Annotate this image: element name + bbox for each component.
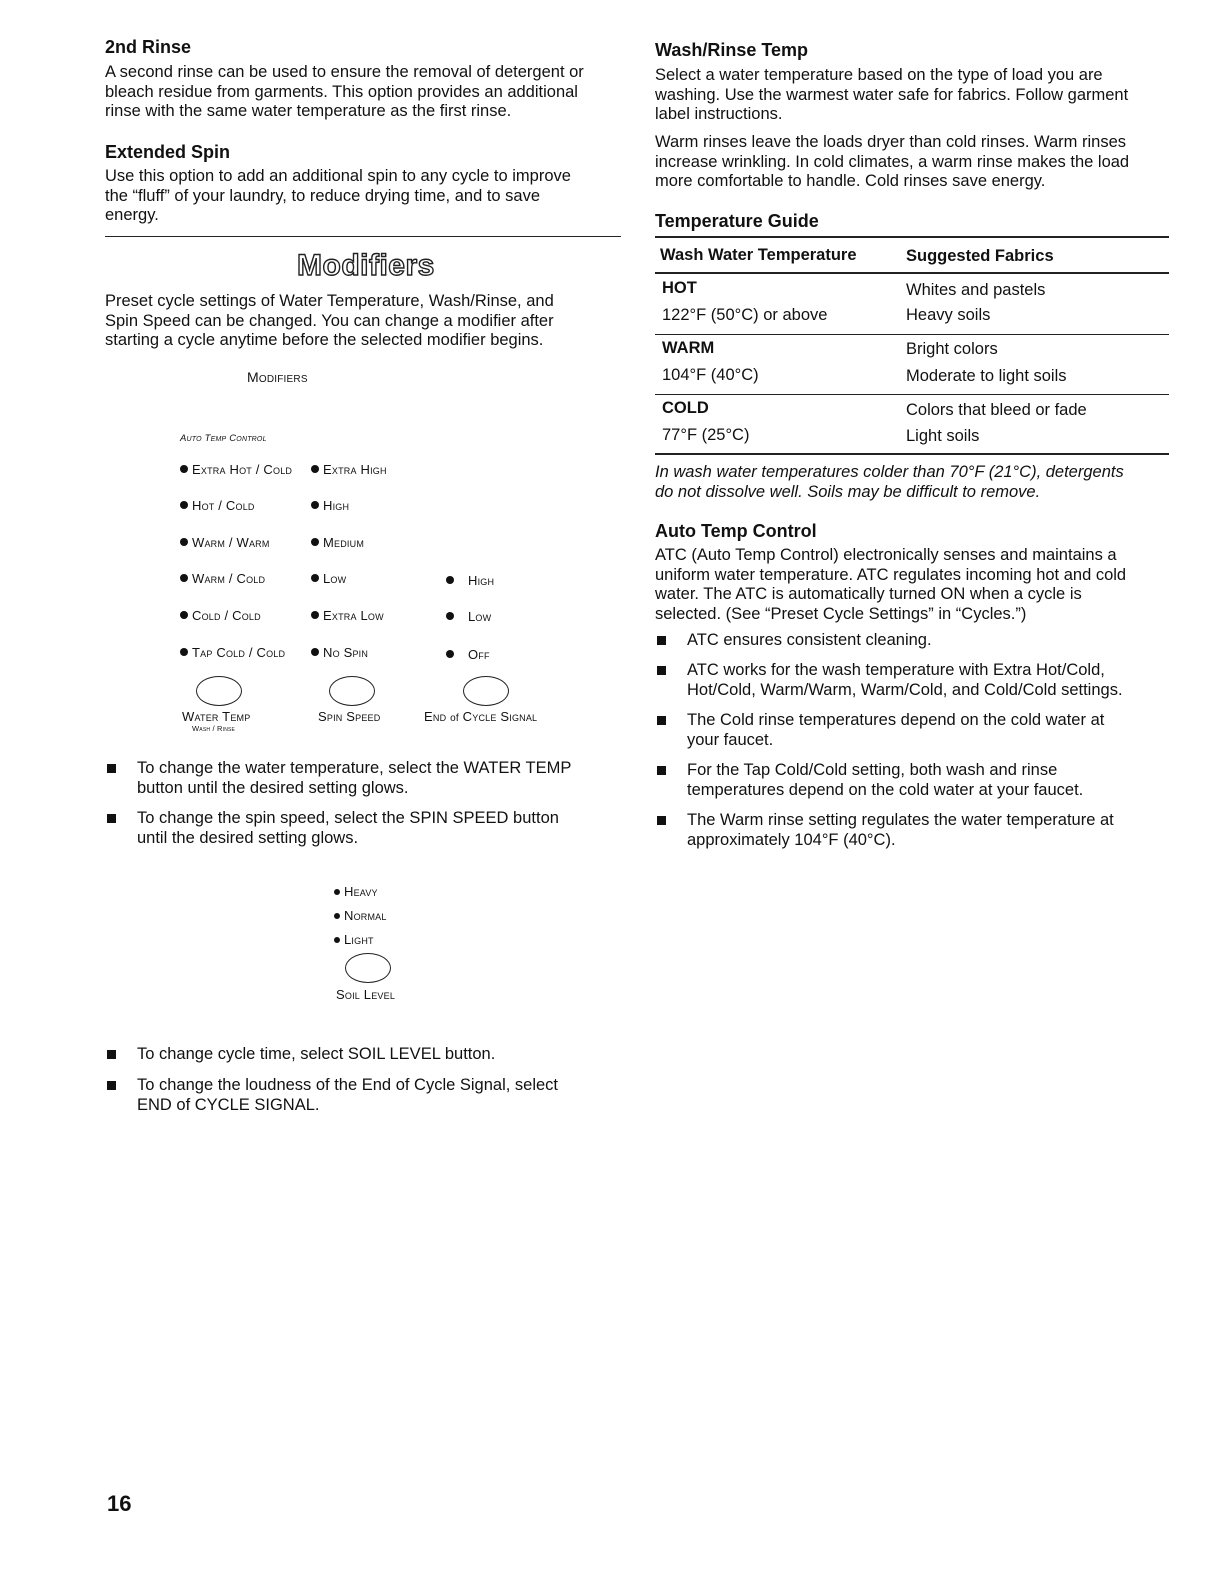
- bullet-icon: [107, 814, 116, 823]
- table-cell: 104°F (40°C): [662, 366, 759, 384]
- water-temp-option: Hot / Cold: [180, 498, 255, 514]
- table-cell: Bright colors: [906, 340, 998, 358]
- spin-speed-option: Extra High: [311, 462, 387, 478]
- water-temp-label: Water Temp: [182, 709, 251, 724]
- table-cell: WARM: [662, 339, 715, 357]
- table-header-temperature: Wash Water Temperature: [660, 246, 857, 264]
- end-signal-option: High: [446, 573, 494, 589]
- bullet-icon: [107, 1050, 116, 1059]
- indicator-light-icon: [311, 538, 319, 546]
- table-rule: [655, 236, 1169, 238]
- table-header-fabrics: Suggested Fabrics: [906, 247, 1054, 265]
- water-temp-option: Tap Cold / Cold: [180, 645, 285, 661]
- indicator-light-icon: [334, 937, 340, 943]
- indicator-light-icon: [180, 465, 188, 473]
- indicator-light-icon: [311, 501, 319, 509]
- second-rinse-text: A second rinse can be used to ensure the removal of detergent or bleach residue from garments. This option provides an additional rinse with the same water temperature as the first rinse.: [105, 63, 584, 120]
- bullet-icon: [657, 766, 666, 775]
- table-cell: COLD: [662, 399, 709, 417]
- water-temp-option: Warm / Cold: [180, 571, 265, 587]
- indicator-light-icon: [180, 574, 188, 582]
- bullet-icon: [657, 816, 666, 825]
- soil-level-label: Soil Level: [336, 987, 396, 1002]
- table-cell: HOT: [662, 279, 697, 297]
- spin-speed-option: Extra Low: [311, 608, 384, 624]
- extended-spin-heading: Extended Spin: [105, 142, 231, 162]
- modifiers-text: Preset cycle settings of Water Temperature, Wash/Rinse, and Spin Speed can be changed. You can change a modifier after starting a cycle anytime before the selected modifier begins.: [105, 292, 554, 349]
- second-rinse-heading: 2nd Rinse: [105, 37, 192, 57]
- table-cell: Whites and pastels: [906, 281, 1046, 299]
- water-temp-option: Warm / Warm: [180, 535, 270, 551]
- table-note: In wash water temperatures colder than 70°F (21°C), detergents do not dissolve well. Soils may be difficult to remove.: [655, 463, 1124, 501]
- table-cell: Light soils: [906, 427, 980, 445]
- bullet-icon: [107, 764, 116, 773]
- modifiers-title: Modifiers: [297, 249, 435, 282]
- wash-rinse-text: Select a water temperature based on the type of load you are washing. Use the warmest water safe for fabrics. Follow garment label instructions.: [655, 66, 1129, 123]
- indicator-light-icon: [180, 538, 188, 546]
- table-cell: 77°F (25°C): [662, 426, 750, 444]
- indicator-light-icon: [311, 465, 319, 473]
- table-cell: Heavy soils: [906, 306, 991, 324]
- page-number: 16: [107, 1491, 132, 1516]
- indicator-light-icon: [311, 611, 319, 619]
- end-of-cycle-signal-label: End of Cycle Signal: [424, 709, 538, 724]
- indicator-light-icon: [446, 612, 454, 620]
- soil-level-option: Normal: [334, 908, 387, 924]
- indicator-light-icon: [446, 576, 454, 584]
- soil-level-option: Light: [334, 932, 374, 948]
- indicator-light-icon: [180, 501, 188, 509]
- bullet-icon: [657, 636, 666, 645]
- end-of-cycle-signal-button[interactable]: [463, 676, 509, 706]
- auto-temp-control-heading: Auto Temp Control: [655, 521, 817, 541]
- indicator-light-icon: [180, 648, 188, 656]
- bullet-icon: [657, 716, 666, 725]
- indicator-light-icon: [311, 648, 319, 656]
- list-item: To change the spin speed, select the SPIN SPEED button until the desired setting glows.: [105, 809, 637, 848]
- list-item: To change the loudness of the End of Cycle Signal, select END of CYCLE SIGNAL.: [105, 1076, 637, 1115]
- list-item: ATC works for the wash temperature with Extra Hot/Cold, Hot/Cold, Warm/Warm, Warm/Cold, and Cold/Cold settings.: [655, 661, 1207, 700]
- temperature-guide-heading: Temperature Guide: [655, 211, 819, 231]
- indicator-light-icon: [311, 574, 319, 582]
- bullet-icon: [107, 1081, 116, 1090]
- indicator-light-icon: [334, 889, 340, 895]
- warm-rinse-text: Warm rinses leave the loads dryer than cold rinses. Warm rinses increase wrinkling. In cold climates, a warm rinse makes the load more comfortable to handle. Cold rinses save energy.: [655, 133, 1130, 190]
- list-item: ATC ensures consistent cleaning.: [655, 631, 1207, 651]
- table-cell: Colors that bleed or fade: [906, 401, 1087, 419]
- section-divider: [105, 236, 621, 237]
- list-item: For the Tap Cold/Cold setting, both wash and rinse temperatures depend on the cold water at your faucet.: [655, 761, 1207, 800]
- spin-speed-option: No Spin: [311, 645, 368, 661]
- indicator-light-icon: [446, 650, 454, 658]
- end-signal-option: Low: [446, 609, 491, 625]
- spin-speed-option: Medium: [311, 535, 364, 551]
- bullet-icon: [657, 666, 666, 675]
- table-rule: [655, 272, 1169, 274]
- list-item: To change the water temperature, select the WATER TEMP button until the desired setting glows.: [105, 759, 637, 798]
- atc-label: Auto Temp Control: [180, 433, 267, 444]
- list-item: To change cycle time, select SOIL LEVEL button.: [105, 1045, 637, 1065]
- extended-spin-text: Use this option to add an additional spin to any cycle to improve the “fluff” of your laundry, to reduce drying time, and to save energy.: [105, 167, 571, 224]
- spin-speed-option: High: [311, 498, 349, 514]
- wash-rinse-sublabel: Wash / Rinse: [192, 724, 236, 733]
- spin-speed-button[interactable]: [329, 676, 375, 706]
- atc-text: ATC (Auto Temp Control) electronically senses and maintains a uniform water temperature. ATC regulates incoming hot and cold water. The ATC is automatically turned ON when a cycle is selected. (See “Preset Cycle Settings” in “Cycles.”): [655, 546, 1127, 623]
- spin-speed-label: Spin Speed: [318, 709, 381, 724]
- list-item: The Warm rinse setting regulates the water temperature at approximately 104°F (40°C).: [655, 811, 1207, 850]
- table-cell: Moderate to light soils: [906, 367, 1067, 385]
- indicator-light-icon: [334, 913, 340, 919]
- panel-label: Modifiers: [247, 369, 308, 385]
- wash-rinse-heading: Wash/Rinse Temp: [655, 40, 809, 60]
- spin-speed-option: Low: [311, 571, 346, 587]
- water-temp-option: Cold / Cold: [180, 608, 261, 624]
- table-rule: [655, 394, 1169, 395]
- indicator-light-icon: [180, 611, 188, 619]
- end-signal-option: Off: [446, 647, 490, 663]
- soil-level-button[interactable]: [345, 953, 391, 983]
- table-cell: 122°F (50°C) or above: [662, 306, 828, 324]
- table-rule: [655, 334, 1169, 335]
- list-item: The Cold rinse temperatures depend on the cold water at your faucet.: [655, 711, 1207, 750]
- table-rule: [655, 453, 1169, 455]
- water-temp-button[interactable]: [196, 676, 242, 706]
- soil-level-option: Heavy: [334, 884, 378, 900]
- water-temp-option: Extra Hot / Cold: [180, 462, 292, 478]
